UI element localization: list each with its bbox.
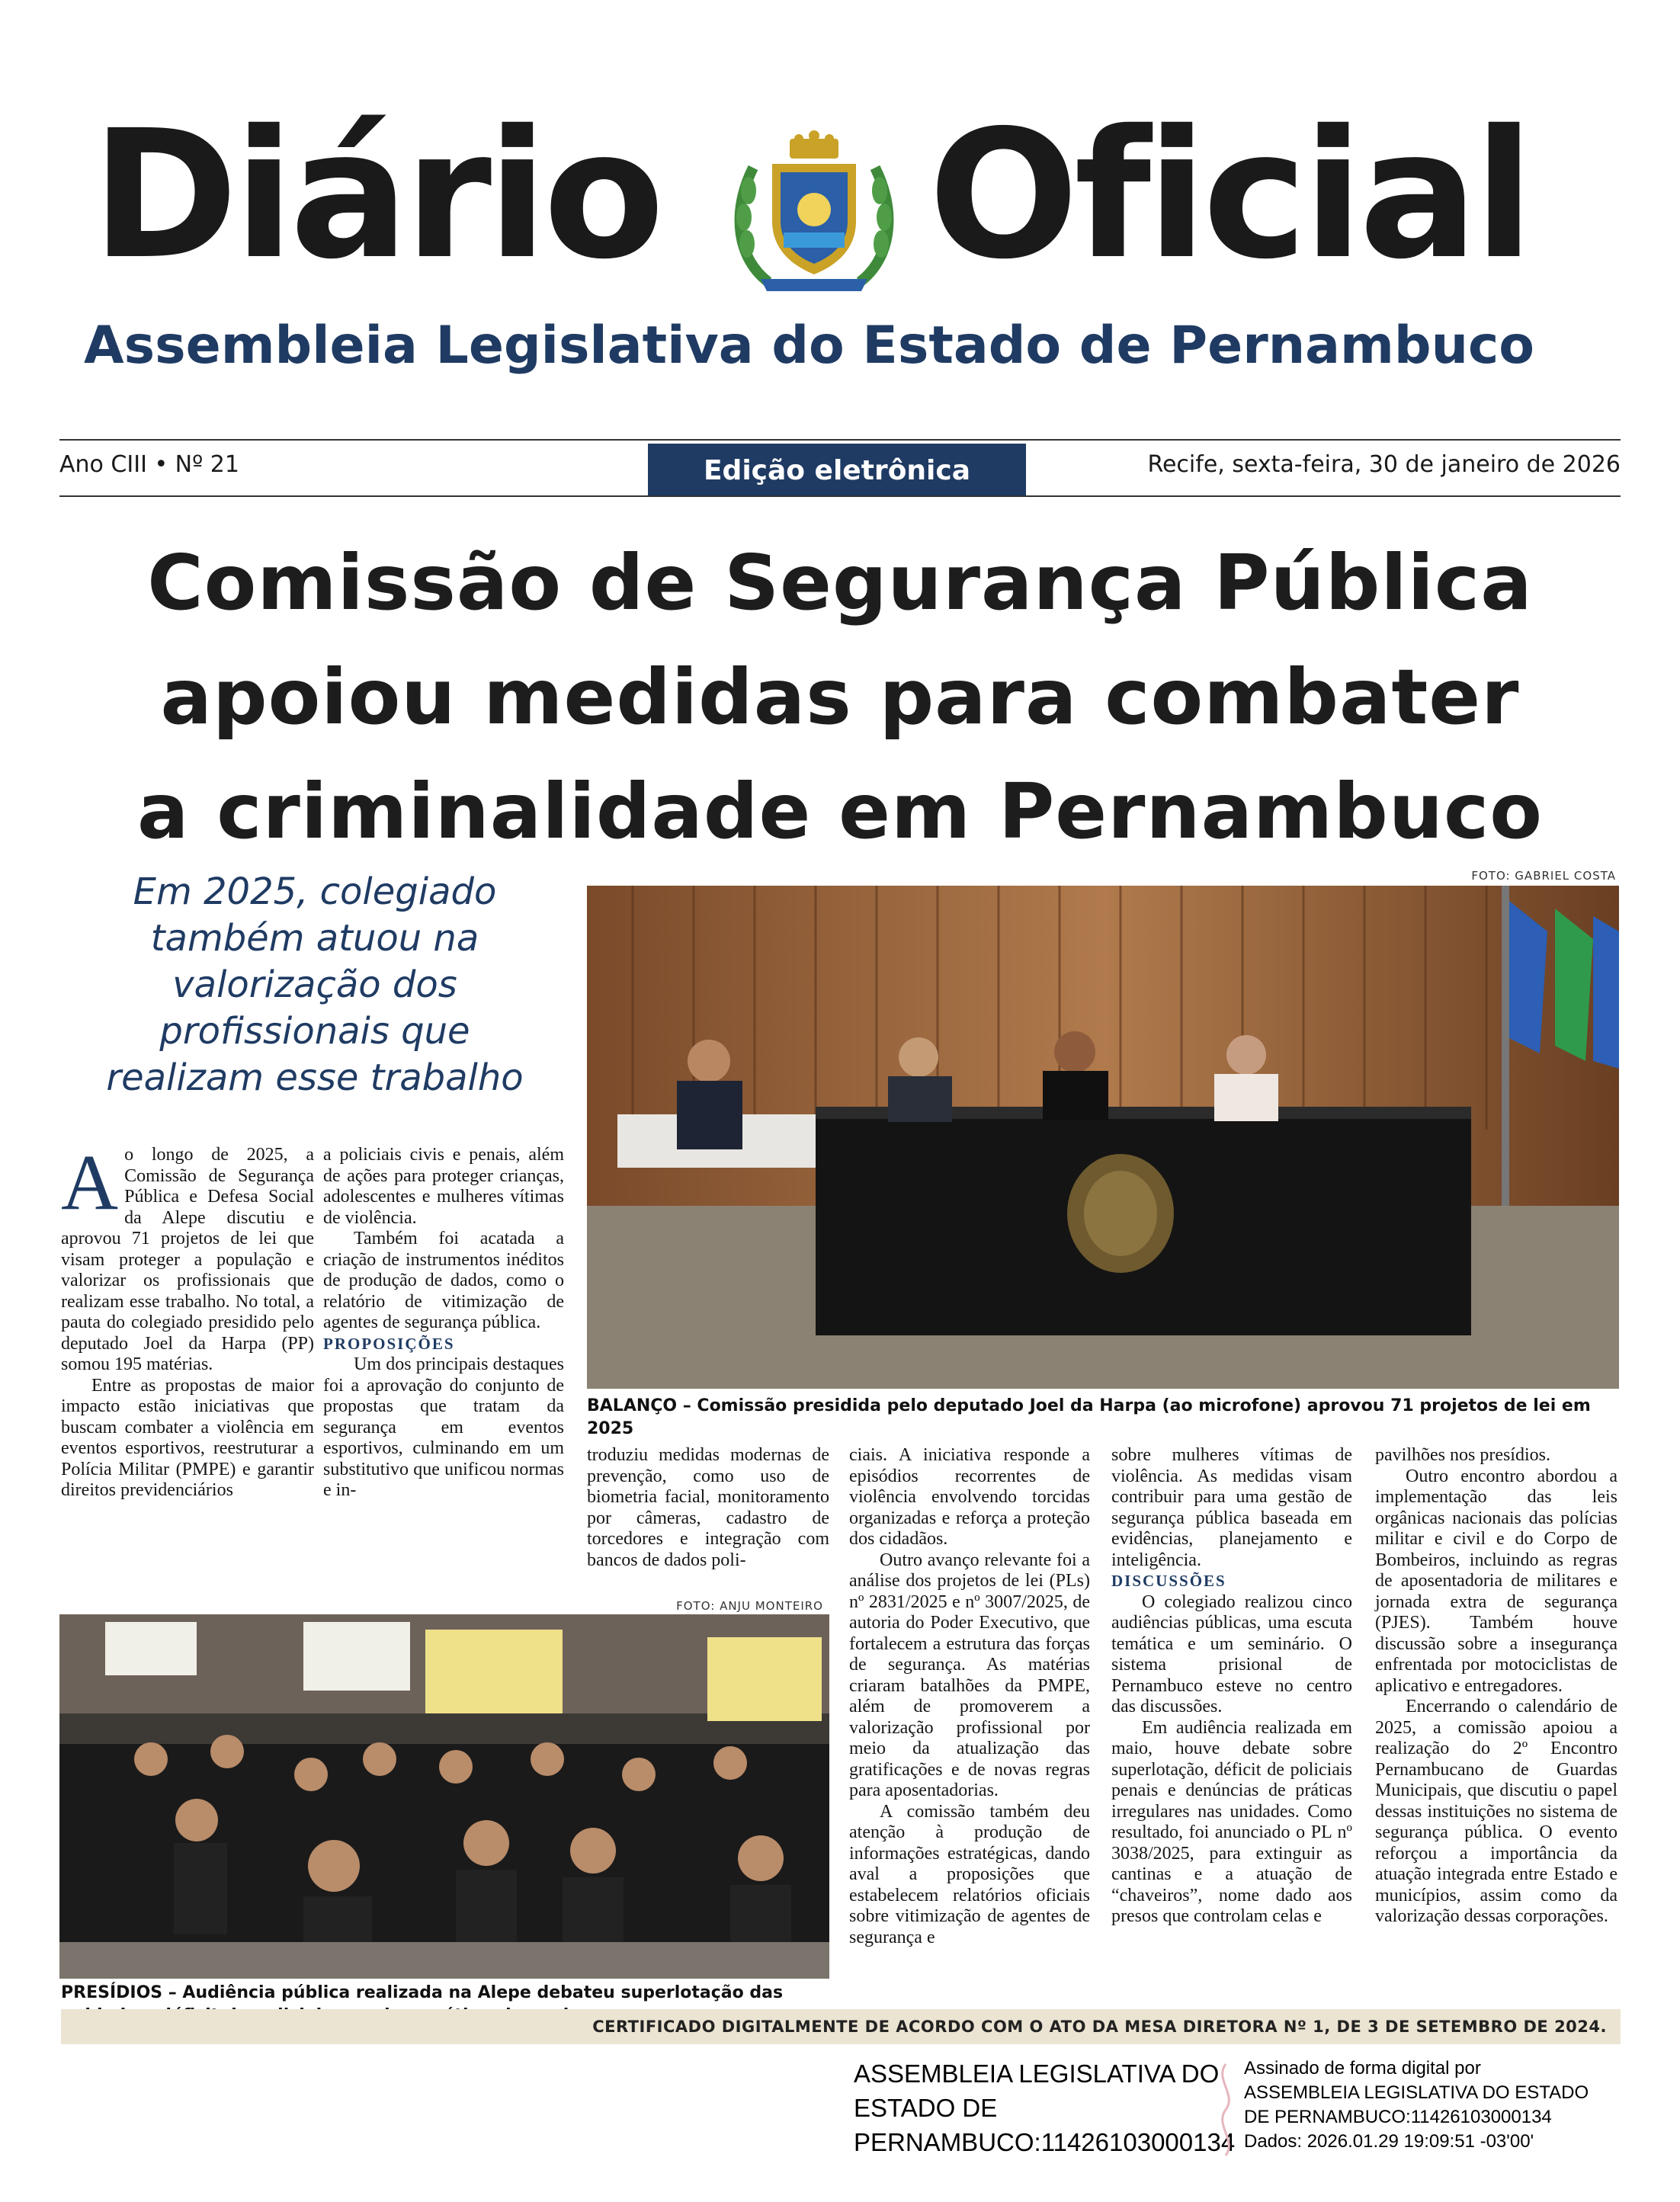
masthead: [91, 92, 1593, 328]
article-paragraph: Também foi acatada a criação de instrumentos inéditos de produção de dados, como o relatório de vitimização de agentes de segurança pública.: [323, 1229, 564, 1332]
article-paragraph: Um dos principais destaques foi a aprovação do conjunto de propostas que tratam da segurança em eventos esportivos, culminando em um substitutivo que unificou normas e in-: [323, 1354, 564, 1500]
headline-line: Comissão de Segurança Pública: [147, 538, 1533, 627]
signature-line: ASSEMBLEIA LEGISLATIVA DO: [854, 2059, 1220, 2088]
bottom-rule: [59, 495, 1621, 497]
masthead-title-right: Oficial: [928, 92, 1530, 298]
article-text: o longo de 2025, a Comissão de Segurança Pública e Defesa Social da Alepe discutiu e aprovou 71 projetos de lei que visam proteger a população e valorizar os profissionais que realizam esse trabalho. No total, a pauta do colegiado presidido pelo deputado Joel da Harpa (PP) somou 195 matérias.: [61, 1145, 314, 1374]
photo-credit: FOTO: GABRIEL COSTA: [1471, 869, 1616, 883]
edition-badge: Edição eletrônica: [648, 444, 1026, 497]
article-paragraph: Em audiência realizada em maio, houve debate sobre superlotação, déficit de policiais penais e denúncias de práticas irregulares nas unidades. Como resultado, foi anunciado o PL nº 3038/2025, para extinguir as cantinas e a atuação de “chaveiros”, nome dado aos presos que controlam celas e: [1111, 1717, 1352, 1926]
headline-line: apoiou medidas para combater: [160, 652, 1520, 742]
headline-line: a criminalidade em Pernambuco: [136, 767, 1544, 856]
deck-line: Em 2025, colegiado: [133, 870, 497, 913]
article-column-5: [1111, 1445, 1352, 1928]
section-heading: PROPOSIÇÕES: [323, 1334, 455, 1353]
article-paragraph: pavilhões nos presídios.: [1375, 1445, 1550, 1465]
pernambuco-coat-of-arms-icon: [730, 130, 898, 297]
headline: [61, 526, 1619, 869]
article-paragraph: Entre as propostas de maior impacto estão iniciativas que buscam combater a violência em eventos esportivos, reestruturar a Polícia Militar (PMPE) e garantir direitos previdenciários: [61, 1375, 314, 1500]
certification-bar: [61, 2009, 1621, 2044]
committee-photo: [587, 886, 1619, 1389]
signature-detail-line: Dados: 2026.01.29 19:09:51 -03'00': [1244, 2131, 1534, 2152]
photo-credit: FOTO: ANJU MONTEIRO: [676, 1599, 823, 1613]
signature-line: PERNAMBUCO:11426103000134: [854, 2128, 1236, 2156]
article-paragraph: troduziu medidas modernas de prevenção, como uso de biometria facial, monitoramento por câmeras, cadastro de torcedores e integração com bancos de dados poli-: [587, 1445, 829, 1570]
article-paragraph: O colegiado realizou cinco audiências públicas, uma escuta temática e um seminário. O sistema prisional de Pernambuco esteve no centro das discussões.: [1111, 1591, 1352, 1716]
masthead-title-left: Diário: [91, 92, 660, 298]
article-paragraph: sobre mulheres vítimas de violência. As medidas visam contribuir para uma gestão de segurança pública baseada em evidências, planejamento e inteligência.: [1111, 1445, 1352, 1570]
drop-cap: A: [61, 1139, 119, 1226]
signature-ribbon-icon: [1210, 2056, 1241, 2163]
top-rule: [59, 439, 1621, 441]
article-paragraph: A comissão também deu atenção à produção de informações estratégicas, dando aval a proposições que estabelecem relatórios oficiais sobre vitimização de agentes de segurança e: [849, 1801, 1090, 1947]
dateline: Recife, sexta-feira, 30 de janeiro de 2026: [1147, 451, 1621, 478]
article-paragraph: Encerrando o calendário de 2025, a comissão apoiou a realização do 2º Encontro Pernambucano de Guardas Municipais, que discutiu o papel dessas instituições no sistema de segurança pública. O evento reforçou a importância da atuação integrada entre Estado e municípios, assim como da valorização dessas corporações.: [1375, 1697, 1617, 1926]
signature-detail-line: Assinado de forma digital por: [1244, 2058, 1481, 2079]
article-paragraph: a policiais civis e penais, além de ações para proteger crianças, adolescentes e mulheres vítimas de violência.: [323, 1145, 564, 1228]
certification-text: CERTIFICADO DIGITALMENTE DE ACORDO COM O ATO DA MESA DIRETORA Nº 1, DE 3 DE SETEMBRO DE 2024.: [592, 2018, 1607, 2036]
masthead-subtitle: Assembleia Legislativa do Estado de Pernambuco: [84, 316, 1535, 376]
article-paragraph: ciais. A iniciativa responde a episódios recorrentes de violência envolvendo torcidas organizadas e reforça a proteção dos cidadãos.: [849, 1445, 1090, 1549]
digital-signature-details: [1244, 2056, 1640, 2154]
section-heading: DISCUSSÕES: [1111, 1572, 1226, 1590]
article-paragraph: Outro avanço relevante foi a análise dos projetos de lei (PLs) nº 2831/2025 e nº 3007/2025, de autoria do Poder Executivo, que fortalecem a estrutura das forças de segurança. As matérias criaram batalhões da PMPE, além de promoverem a valorização profissional por meio da atualização das gratificações e de novas regras para aposentadorias.: [849, 1550, 1090, 1800]
article-column-2: [323, 1145, 564, 1502]
article-column-1: [61, 1139, 314, 1502]
signature-detail-line: DE PERNAMBUCO:11426103000134: [1244, 2107, 1552, 2127]
deck-line: valorização dos: [172, 963, 457, 1006]
caption-line: PRESÍDIOS – Audiência pública realizada na Alepe debateu superlotação das: [61, 1983, 784, 2002]
deck-line: também atuou na: [150, 917, 479, 960]
article-column-3: [587, 1445, 829, 1571]
digital-signature-name: [854, 2056, 1235, 2159]
article-paragraph: Outro encontro abordou a implementação das leis orgânicas nacionais das polícias militar e civil e do Corpo de Bombeiros, incluindo as regras de aposentadoria de militares e jornada extra de segurança (PJES). Também houve discussão sobre a insegurança enfrentada por motociclistas de aplicativo e entregadores.: [1375, 1466, 1617, 1696]
issue-number: Ano CIII • Nº 21: [59, 451, 239, 478]
deck-subheadline: [59, 869, 570, 1101]
photo1-caption: BALANÇO – Comissão presidida pelo deputado Joel da Harpa (ao microfone) aprovou 71 projetos de lei em 2025: [587, 1396, 1591, 1438]
signature-line: ESTADO DE: [854, 2094, 998, 2122]
article-column-6: [1375, 1445, 1617, 1928]
article-paragraph: [61, 1139, 314, 1376]
signature-detail-line: ASSEMBLEIA LEGISLATIVA DO ESTADO: [1244, 2082, 1589, 2103]
article-column-4: [849, 1445, 1090, 1948]
issue-info-bar: [59, 444, 1621, 494]
audience-photo: [59, 1614, 829, 1979]
deck-line: realizam esse trabalho: [106, 1056, 524, 1099]
deck-line: profissionais que: [159, 1010, 470, 1053]
